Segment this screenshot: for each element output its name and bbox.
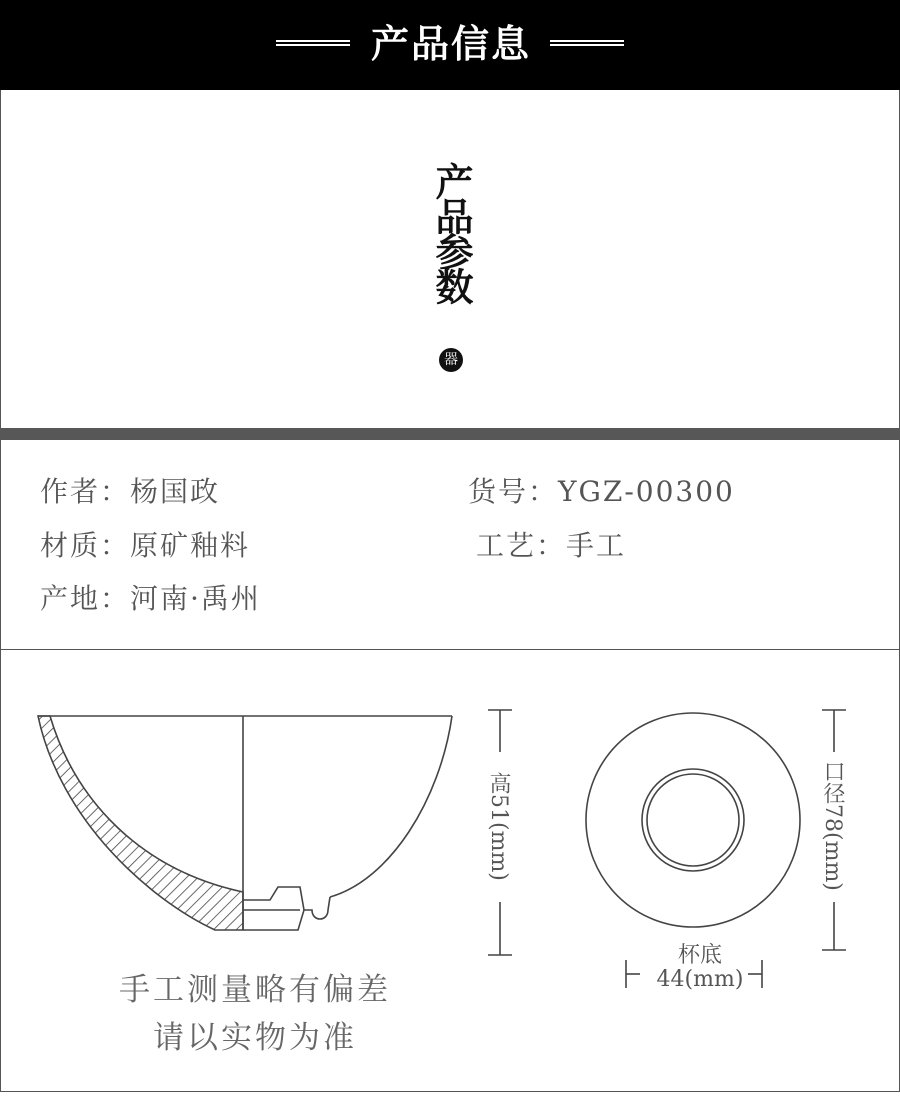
craft-value: 手工: [566, 529, 627, 562]
origin-value: 河南·禹州: [130, 582, 261, 615]
measurement-note-line1: 手工测量略有偏差: [119, 972, 391, 1008]
origin-label: 产地：: [40, 582, 131, 615]
author-label: 作者：: [40, 475, 131, 508]
material-label: 材质：: [40, 529, 131, 562]
sku-label: 货号：: [468, 475, 559, 508]
rim-diameter-label: 口径78(mm): [820, 760, 845, 891]
seal-badge: 器: [439, 348, 463, 372]
measurement-note-line2: 请以实物为准: [153, 1020, 357, 1056]
base-diameter-label: [600, 944, 800, 992]
params-title: 产品参数: [429, 162, 473, 302]
material-value: 原矿釉料: [130, 529, 251, 562]
base-label-line1: 杯底: [677, 943, 722, 968]
base-label-line2: 44(mm): [656, 967, 744, 992]
author-value: 杨国政: [130, 475, 221, 508]
bowl-top-view: [586, 713, 800, 927]
header-title: 产品信息: [370, 22, 531, 66]
height-label: 高51(mm): [486, 772, 511, 881]
craft-label: 工艺：: [476, 529, 567, 562]
sku-value: YGZ-00300: [558, 475, 735, 508]
bowl-cross-section: [38, 716, 452, 930]
